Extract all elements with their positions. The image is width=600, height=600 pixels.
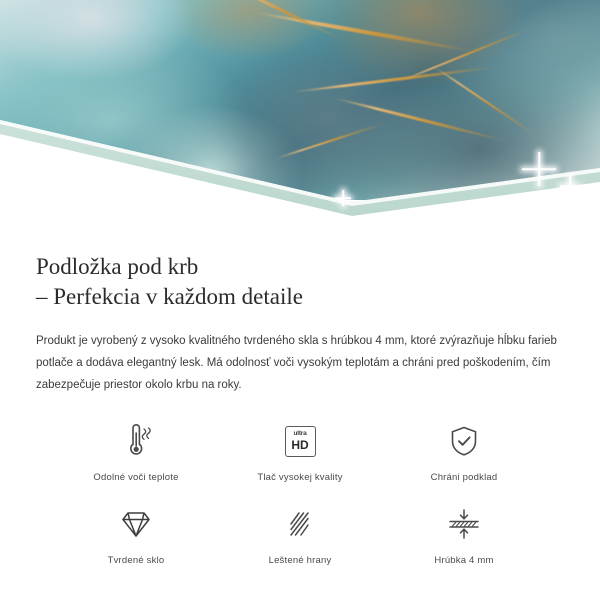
headline-line-2: – Perfekcia v každom detaile <box>36 284 303 309</box>
headline-line-1: Podložka pod krb <box>36 254 199 279</box>
marble-glass-panel-image <box>0 0 600 200</box>
badge-ultra-text: ultra <box>293 430 307 438</box>
product-description: Produkt je vyrobený z vysoko kvalitného tvrdeného skla s hrúbkou 4 mm, ktoré zvýrazňuje hĺbku farieb potlače a dodáva elegantný lesk. Má odolnosť voči vysokým teplotám a chráni pred poškodením, čím zabezpečuje priestor okolo krbu na roky. <box>36 335 557 391</box>
page-title <box>36 252 564 312</box>
polished-edges-icon <box>278 501 322 547</box>
sparkle-icon <box>560 176 580 196</box>
feature-item-tempered-glass <box>54 501 218 566</box>
hero-image <box>0 0 600 222</box>
feature-item-print-quality <box>218 418 382 483</box>
feature-label: Odolné voči teplote <box>93 472 179 483</box>
feature-grid <box>36 418 564 566</box>
feature-label: Tvrdené sklo <box>107 555 165 566</box>
sparkle-icon <box>335 190 351 206</box>
feature-item-heat-resistance <box>54 418 218 483</box>
thermometer-icon <box>114 418 158 464</box>
feature-item-surface-protection <box>382 418 546 483</box>
badge-hd-text: HD <box>291 437 309 452</box>
feature-label: Tlač vysokej kvality <box>257 472 343 483</box>
feature-item-polished-edges <box>218 501 382 566</box>
feature-label: Leštené hrany <box>268 555 332 566</box>
diamond-icon <box>114 501 158 547</box>
ultra-hd-icon <box>285 418 316 464</box>
thickness-icon <box>440 501 488 547</box>
feature-label: Chráni podklad <box>430 472 498 483</box>
shield-check-icon <box>442 418 486 464</box>
content-block <box>0 222 600 566</box>
feature-item-thickness <box>382 501 546 566</box>
feature-label: Hrúbka 4 mm <box>434 555 494 566</box>
sparkle-icon <box>522 152 556 186</box>
